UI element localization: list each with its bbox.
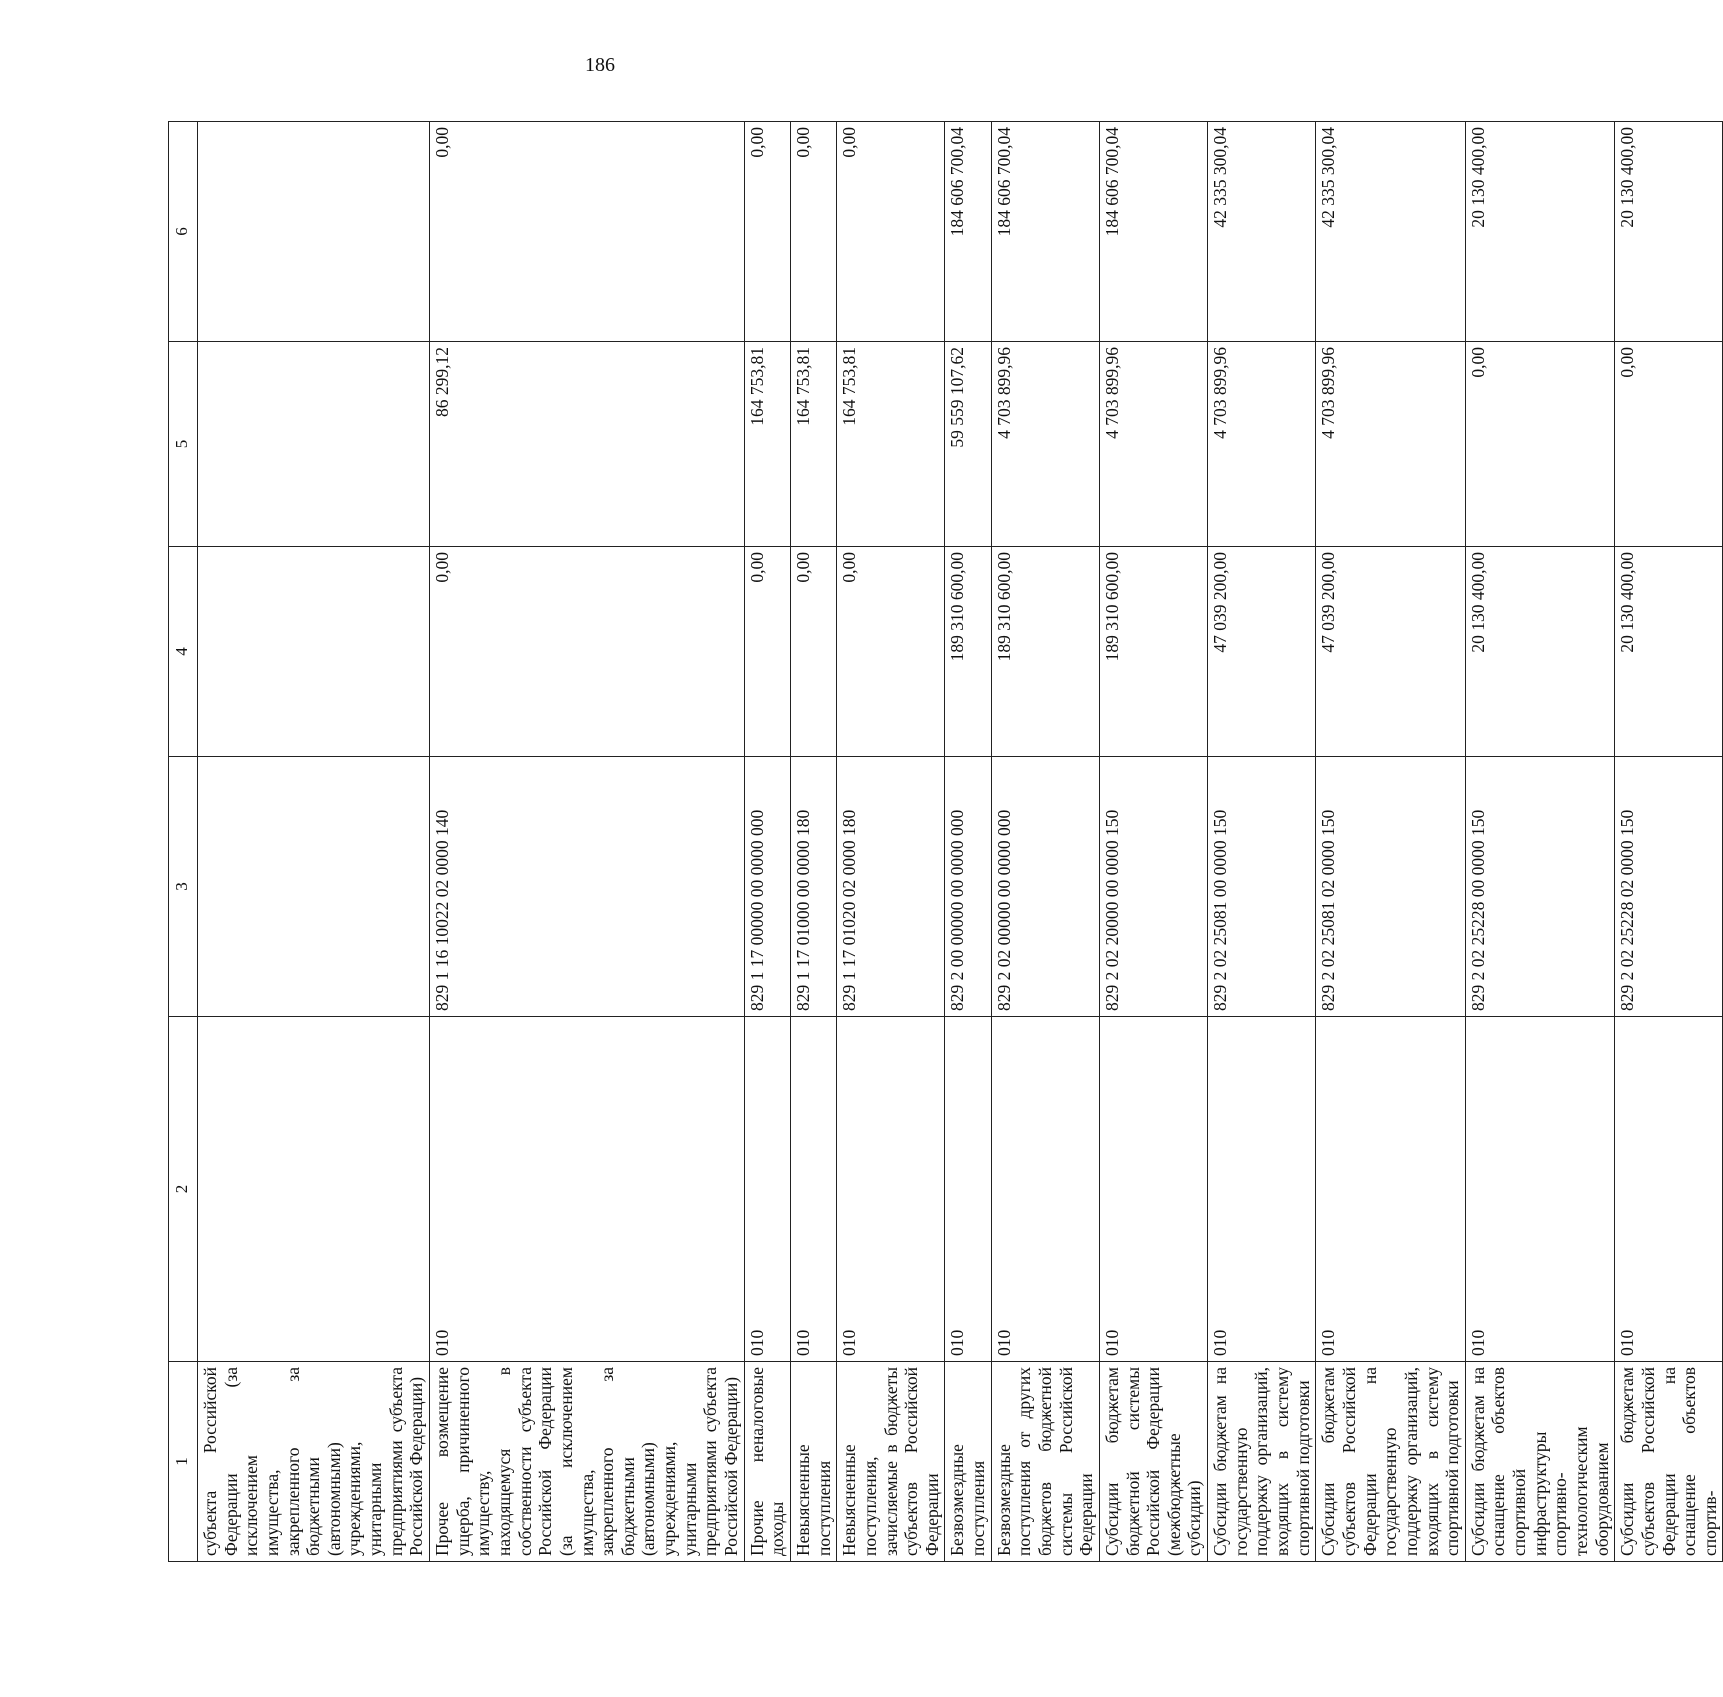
row-code: 010 <box>1615 1017 1723 1362</box>
table-row <box>198 122 430 1562</box>
row-code: 010 <box>1465 1017 1614 1362</box>
row-name: субъекта Российской Федерации (за исключением имущества, закрепленного за бюджетными (автономными) учреждениями, унитарными предприятиями субъекта Российской Федерации) <box>198 1362 430 1562</box>
page-number: 186 <box>585 54 615 76</box>
rotated-table-container <box>168 122 1720 1562</box>
column-header: 6 <box>169 122 198 342</box>
column-header: 3 <box>169 757 198 1017</box>
column-header: 1 <box>169 1362 198 1562</box>
row-plan: 0,00 <box>837 547 945 757</box>
row-remain: 0,00 <box>837 122 945 342</box>
row-code: 010 <box>1208 1017 1316 1362</box>
row-plan: 47 039 200,00 <box>1316 547 1465 757</box>
row-plan: 20 130 400,00 <box>1615 547 1723 757</box>
row-remain: 20 130 400,00 <box>1615 122 1723 342</box>
row-name: Прочие неналоговые доходы <box>744 1362 790 1562</box>
row-fact: 59 559 107,62 <box>945 342 991 547</box>
table-row <box>1615 122 1723 1562</box>
row-code <box>198 1017 430 1362</box>
row-code: 010 <box>790 1017 836 1362</box>
row-fact: 164 753,81 <box>837 342 945 547</box>
row-name: Безвозмездные поступления от других бюджетов бюджетной системы Российской Федерации <box>991 1362 1099 1562</box>
table-row <box>991 122 1099 1562</box>
row-kbk: 829 2 00 00000 00 0000 000 <box>945 757 991 1017</box>
row-fact: 0,00 <box>1615 342 1723 547</box>
table-row <box>945 122 991 1562</box>
row-plan: 0,00 <box>790 547 836 757</box>
column-header: 4 <box>169 547 198 757</box>
row-kbk: 829 2 02 25081 02 0000 150 <box>1316 757 1465 1017</box>
row-code: 010 <box>945 1017 991 1362</box>
row-plan: 47 039 200,00 <box>1208 547 1316 757</box>
row-kbk: 829 1 17 01020 02 0000 180 <box>837 757 945 1017</box>
row-remain: 42 335 300,04 <box>1316 122 1465 342</box>
row-fact: 164 753,81 <box>744 342 790 547</box>
row-name: Субсидии бюджетам субъектов Российской Федерации на оснащение объектов спортив- <box>1615 1362 1723 1562</box>
row-remain: 184 606 700,04 <box>945 122 991 342</box>
table-row <box>790 122 836 1562</box>
row-name: Невыясненные поступления, зачисляемые в бюджеты субъектов Российской Федерации <box>837 1362 945 1562</box>
table-row <box>1099 122 1207 1562</box>
row-plan: 0,00 <box>744 547 790 757</box>
row-remain: 0,00 <box>790 122 836 342</box>
row-kbk: 829 2 02 00000 00 0000 000 <box>991 757 1099 1017</box>
table-row <box>1208 122 1316 1562</box>
row-remain: 184 606 700,04 <box>991 122 1099 342</box>
budget-revenue-table <box>168 121 1723 1562</box>
table-row <box>744 122 790 1562</box>
row-name: Невыясненные поступления <box>790 1362 836 1562</box>
row-plan: 189 310 600,00 <box>1099 547 1207 757</box>
row-code: 010 <box>1099 1017 1207 1362</box>
table-row <box>430 122 745 1562</box>
table-row <box>1316 122 1465 1562</box>
row-plan <box>198 547 430 757</box>
row-plan: 189 310 600,00 <box>945 547 991 757</box>
row-name: Безвозмездные поступления <box>945 1362 991 1562</box>
row-fact: 0,00 <box>1465 342 1614 547</box>
row-kbk: 829 1 17 00000 00 0000 000 <box>744 757 790 1017</box>
row-remain: 20 130 400,00 <box>1465 122 1614 342</box>
row-kbk: 829 1 16 10022 02 0000 140 <box>430 757 745 1017</box>
table-row <box>837 122 945 1562</box>
row-fact: 86 299,12 <box>430 342 745 547</box>
row-plan: 189 310 600,00 <box>991 547 1099 757</box>
row-code: 010 <box>744 1017 790 1362</box>
column-header: 2 <box>169 1017 198 1362</box>
row-fact: 4 703 899,96 <box>991 342 1099 547</box>
row-kbk: 829 2 02 20000 00 0000 150 <box>1099 757 1207 1017</box>
column-header: 5 <box>169 342 198 547</box>
row-remain: 184 606 700,04 <box>1099 122 1207 342</box>
row-remain: 0,00 <box>744 122 790 342</box>
row-fact: 4 703 899,96 <box>1099 342 1207 547</box>
table-header-row <box>169 122 198 1562</box>
row-remain <box>198 122 430 342</box>
row-code: 010 <box>430 1017 745 1362</box>
row-name: Субсидии бюджетам на оснащение объектов спортивной инфраструктуры спортивно-технологическим оборудованием <box>1465 1362 1614 1562</box>
row-kbk: 829 2 02 25081 00 0000 150 <box>1208 757 1316 1017</box>
row-fact <box>198 342 430 547</box>
row-kbk: 829 1 17 01000 00 0000 180 <box>790 757 836 1017</box>
row-fact: 164 753,81 <box>790 342 836 547</box>
table-row <box>1465 122 1614 1562</box>
row-remain: 42 335 300,04 <box>1208 122 1316 342</box>
row-kbk: 829 2 02 25228 00 0000 150 <box>1465 757 1614 1017</box>
row-name: Субсидии бюджетам на государственную поддержку организаций, входящих в систему спортивной подготовки <box>1208 1362 1316 1562</box>
row-name: Прочее возмещение ущерба, причиненного имуществу, находящемуся в собственности субъекта Российской Федерации (за исключением имущества, закрепленного за бюджетными (автономными) учреждениями, унитарными предприятиями субъекта Российской Федерации) <box>430 1362 745 1562</box>
row-name: Субсидии бюджетам субъектов Российской Федерации на государственную поддержку организаций, входящих в систему спортивной подготовки <box>1316 1362 1465 1562</box>
row-kbk <box>198 757 430 1017</box>
row-remain: 0,00 <box>430 122 745 342</box>
row-fact: 4 703 899,96 <box>1316 342 1465 547</box>
row-plan: 0,00 <box>430 547 745 757</box>
row-kbk: 829 2 02 25228 02 0000 150 <box>1615 757 1723 1017</box>
row-name: Субсидии бюджетам бюджетной системы Российской Федерации (межбюджетные субсидии) <box>1099 1362 1207 1562</box>
row-code: 010 <box>1316 1017 1465 1362</box>
row-code: 010 <box>991 1017 1099 1362</box>
row-code: 010 <box>837 1017 945 1362</box>
row-fact: 4 703 899,96 <box>1208 342 1316 547</box>
row-plan: 20 130 400,00 <box>1465 547 1614 757</box>
